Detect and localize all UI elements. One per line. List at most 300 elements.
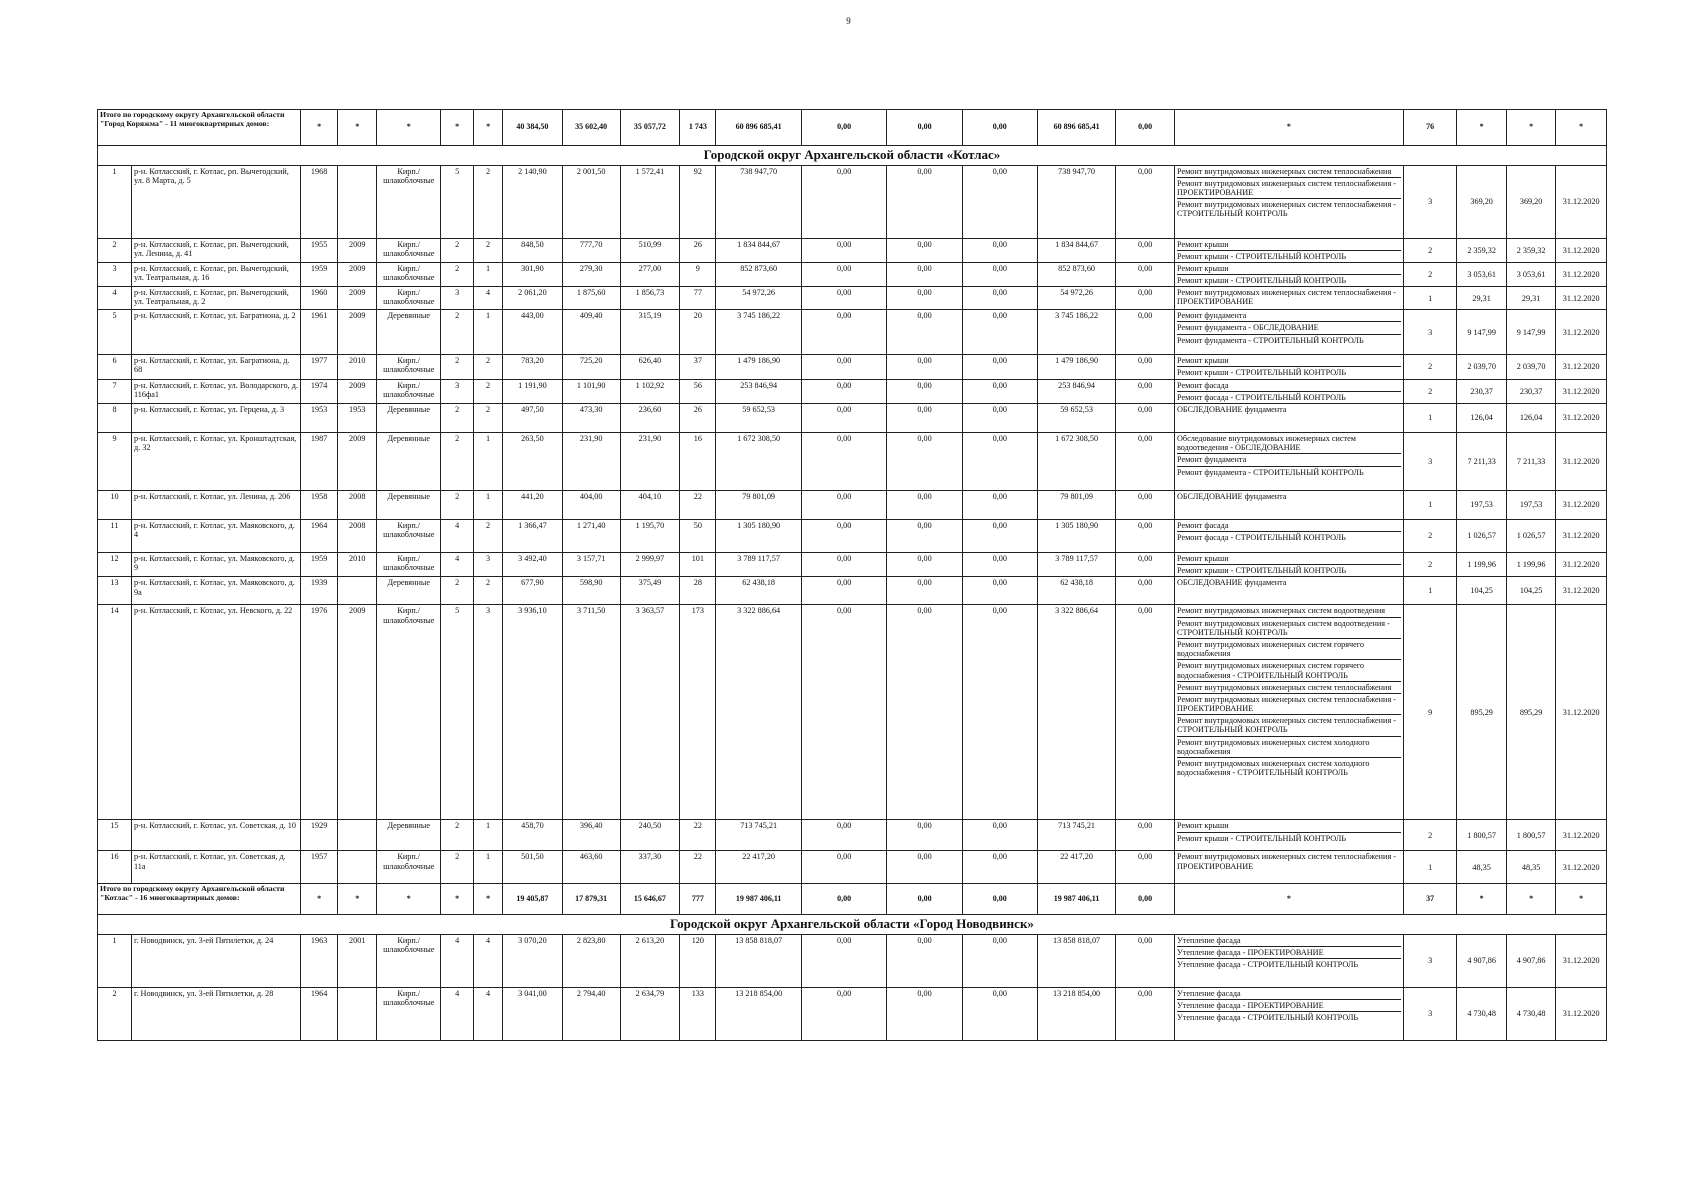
floors: 2 (441, 820, 474, 851)
entrances: 4 (474, 934, 503, 987)
total-value: 60 896 685,41 (716, 110, 802, 146)
floors: 2 (441, 310, 474, 355)
works-count: 2 (1403, 379, 1457, 403)
unit-cost: 4 907,86 (1457, 934, 1506, 987)
fund-owners: 1 479 186,90 (1037, 355, 1115, 379)
works-count: 3 (1403, 934, 1457, 987)
works-count: 3 (1403, 433, 1457, 491)
area-premises: 279,30 (562, 262, 620, 286)
total-value: 0,00 (801, 110, 887, 146)
fund-owners: 738 947,70 (1037, 165, 1115, 238)
fund-federal: 0,00 (801, 987, 887, 1040)
row-number: 11 (98, 520, 132, 553)
work-item: Обследование внутридомовых инженерных систем водоотведения - ОБСЛЕДОВАНИЕ (1177, 433, 1401, 454)
house-address: р-н. Котласский, г. Котлас, ул. Советская, д. 11а (132, 851, 301, 884)
total-value: 37 (1403, 884, 1457, 915)
works-count: 1 (1403, 404, 1457, 433)
work-types (1175, 820, 1404, 851)
repair-cost: 13 218 854,00 (716, 987, 802, 1040)
max-unit-cost: 230,37 (1506, 379, 1555, 403)
wall-material: Кирп./ шлакоблочные (377, 379, 441, 403)
area-premises: 1 271,40 (562, 520, 620, 553)
fund-owners: 3 789 117,57 (1037, 553, 1115, 577)
fund-other: 0,00 (1116, 553, 1175, 577)
floors: 2 (441, 355, 474, 379)
wall-material: Кирп./ шлакоблочные (377, 238, 441, 262)
house-address: р-н. Котласский, г. Котлас, рп. Вычегодский, ул. Ленина, д. 41 (132, 238, 301, 262)
fund-municipal: 0,00 (962, 310, 1037, 355)
work-types (1175, 379, 1404, 403)
floors: 4 (441, 553, 474, 577)
total-value: * (338, 884, 377, 915)
year-built: 1960 (301, 287, 338, 310)
work-item: Ремонт внутридомовых инженерных систем теплоснабжения - ПРОЕКТИРОВАНИЕ (1177, 288, 1396, 307)
year-reconstruction: 2009 (338, 605, 377, 820)
residents: 56 (680, 379, 716, 403)
total-value: 35 057,72 (620, 110, 680, 146)
fund-owners: 59 652,53 (1037, 404, 1115, 433)
residents: 20 (680, 310, 716, 355)
fund-federal: 0,00 (801, 310, 887, 355)
work-item: Утепление фасада - СТРОИТЕЛЬНЫЙ КОНТРОЛЬ (1177, 960, 1359, 970)
area-premises: 404,00 (562, 491, 620, 520)
year-reconstruction: 2008 (338, 491, 377, 520)
repair-cost: 253 846,94 (716, 379, 802, 403)
fund-regional: 0,00 (887, 404, 962, 433)
total-value: 19 405,87 (503, 884, 563, 915)
total-area: 497,50 (503, 404, 563, 433)
work-item: Ремонт внутридомовых инженерных систем теплоснабжения - ПРОЕКТИРОВАНИЕ (1177, 694, 1401, 715)
residents: 22 (680, 820, 716, 851)
total-area: 458,70 (503, 820, 563, 851)
fund-regional: 0,00 (887, 987, 962, 1040)
fund-federal: 0,00 (801, 520, 887, 553)
total-label: Итого по городскому округу Архангельской области "Котлас" - 16 многоквартирных домов: (98, 884, 301, 915)
max-unit-cost: 1 026,57 (1506, 520, 1555, 553)
row-number: 14 (98, 605, 132, 820)
repair-cost: 1 305 180,90 (716, 520, 802, 553)
unit-cost: 2 039,70 (1457, 355, 1506, 379)
fund-federal: 0,00 (801, 379, 887, 403)
completion-date: 31.12.2020 (1556, 287, 1607, 310)
house-address: р-н. Котласский, г. Котлас, ул. Маяковского, д. 9 (132, 553, 301, 577)
fund-regional: 0,00 (887, 553, 962, 577)
completion-date: 31.12.2020 (1556, 262, 1607, 286)
fund-federal: 0,00 (801, 287, 887, 310)
works-count: 1 (1403, 491, 1457, 520)
work-item: Ремонт внутридомовых инженерных систем теплоснабжения - СТРОИТЕЛЬНЫЙ КОНТРОЛЬ (1177, 200, 1396, 219)
max-unit-cost: 3 053,61 (1506, 262, 1555, 286)
wall-material: Кирп./ шлакоблочные (377, 262, 441, 286)
unit-cost: 197,53 (1457, 491, 1506, 520)
total-value: 1 743 (680, 110, 716, 146)
total-area: 3 070,20 (503, 934, 563, 987)
work-item: Ремонт крыши - СТРОИТЕЛЬНЫЙ КОНТРОЛЬ (1177, 368, 1347, 378)
total-area: 1 191,90 (503, 379, 563, 403)
area-residential: 404,10 (620, 491, 680, 520)
work-item: Ремонт крыши - СТРОИТЕЛЬНЫЙ КОНТРОЛЬ (1177, 276, 1347, 286)
work-item: Ремонт фасада (1177, 380, 1401, 392)
area-premises: 2 794,40 (562, 987, 620, 1040)
entrances: 1 (474, 310, 503, 355)
house-address: р-н. Котласский, г. Котлас, ул. Ленина, д. 206 (132, 491, 301, 520)
total-value: * (441, 884, 474, 915)
year-reconstruction: 2010 (338, 355, 377, 379)
fund-municipal: 0,00 (962, 262, 1037, 286)
year-reconstruction (338, 165, 377, 238)
fund-other: 0,00 (1116, 820, 1175, 851)
year-reconstruction (338, 987, 377, 1040)
row-number: 6 (98, 355, 132, 379)
work-item: Ремонт крыши - СТРОИТЕЛЬНЫЙ КОНТРОЛЬ (1177, 251, 1347, 261)
unit-cost: 1 199,96 (1457, 553, 1506, 577)
floors: 3 (441, 287, 474, 310)
work-types (1175, 851, 1404, 884)
residents: 9 (680, 262, 716, 286)
work-types (1175, 165, 1404, 238)
total-value: * (377, 884, 441, 915)
unit-cost: 48,35 (1457, 851, 1506, 884)
capital-repair-table (97, 109, 1607, 1041)
works-count: 2 (1403, 262, 1457, 286)
entrances: 3 (474, 553, 503, 577)
total-value: 40 384,50 (503, 110, 563, 146)
total-value: * (1556, 110, 1607, 146)
works-count: 9 (1403, 605, 1457, 820)
max-unit-cost: 2 039,70 (1506, 355, 1555, 379)
total-value: 0,00 (887, 884, 962, 915)
total-area: 2 140,90 (503, 165, 563, 238)
work-item: Утепление фасада - СТРОИТЕЛЬНЫЙ КОНТРОЛЬ (1177, 1013, 1359, 1023)
year-built: 1987 (301, 433, 338, 491)
year-built: 1929 (301, 820, 338, 851)
work-item: Ремонт внутридомовых инженерных систем теплоснабжения - ПРОЕКТИРОВАНИЕ (1177, 178, 1401, 199)
row-number: 7 (98, 379, 132, 403)
repair-cost: 738 947,70 (716, 165, 802, 238)
total-value: 76 (1403, 110, 1457, 146)
fund-regional: 0,00 (887, 165, 962, 238)
total-area: 301,90 (503, 262, 563, 286)
area-premises: 473,30 (562, 404, 620, 433)
row-number: 5 (98, 310, 132, 355)
repair-cost: 1 479 186,90 (716, 355, 802, 379)
row-number: 10 (98, 491, 132, 520)
fund-regional: 0,00 (887, 433, 962, 491)
total-area: 848,50 (503, 238, 563, 262)
wall-material: Деревянные (377, 820, 441, 851)
area-residential: 337,30 (620, 851, 680, 884)
fund-owners: 79 801,09 (1037, 491, 1115, 520)
row-number: 4 (98, 287, 132, 310)
table-row (98, 165, 1607, 238)
total-area: 783,20 (503, 355, 563, 379)
total-value: * (301, 884, 338, 915)
residents: 16 (680, 433, 716, 491)
section-title: Городской округ Архангельской области «Город Новодвинск» (98, 915, 1607, 935)
total-area: 3 936,10 (503, 605, 563, 820)
wall-material: Кирп./ шлакоблочные (377, 851, 441, 884)
floors: 4 (441, 987, 474, 1040)
year-built: 1963 (301, 934, 338, 987)
unit-cost: 3 053,61 (1457, 262, 1506, 286)
work-types (1175, 605, 1404, 820)
work-item: ОБСЛЕДОВАНИЕ фундамента (1177, 492, 1287, 502)
house-address: р-н. Котласский, г. Котлас, ул. Невского, д. 22 (132, 605, 301, 820)
fund-other: 0,00 (1116, 355, 1175, 379)
works-count: 1 (1403, 851, 1457, 884)
fund-federal: 0,00 (801, 491, 887, 520)
fund-federal: 0,00 (801, 553, 887, 577)
total-value: 0,00 (801, 884, 887, 915)
residents: 37 (680, 355, 716, 379)
table-row (98, 934, 1607, 987)
row-number: 1 (98, 934, 132, 987)
fund-federal: 0,00 (801, 262, 887, 286)
fund-other: 0,00 (1116, 310, 1175, 355)
work-item: Ремонт фасада - СТРОИТЕЛЬНЫЙ КОНТРОЛЬ (1177, 392, 1346, 402)
work-types (1175, 238, 1404, 262)
completion-date: 31.12.2020 (1556, 310, 1607, 355)
max-unit-cost: 1 199,96 (1506, 553, 1555, 577)
fund-federal: 0,00 (801, 355, 887, 379)
total-value: 19 987 406,11 (716, 884, 802, 915)
work-types (1175, 433, 1404, 491)
entrances: 2 (474, 379, 503, 403)
row-number: 1 (98, 165, 132, 238)
completion-date: 31.12.2020 (1556, 433, 1607, 491)
completion-date: 31.12.2020 (1556, 577, 1607, 605)
fund-regional: 0,00 (887, 605, 962, 820)
work-item: Ремонт внутридомовых инженерных систем теплоснабжения - ПРОЕКТИРОВАНИЕ (1177, 852, 1396, 871)
fund-federal: 0,00 (801, 165, 887, 238)
entrances: 1 (474, 262, 503, 286)
max-unit-cost: 126,04 (1506, 404, 1555, 433)
house-address: р-н. Котласский, г. Котлас, рп. Вычегодский, ул. Театральная, д. 2 (132, 287, 301, 310)
floors: 5 (441, 605, 474, 820)
fund-federal: 0,00 (801, 577, 887, 605)
total-area: 263,50 (503, 433, 563, 491)
completion-date: 31.12.2020 (1556, 165, 1607, 238)
total-value: 60 896 685,41 (1037, 110, 1115, 146)
house-address: р-н. Котласский, г. Котлас, ул. Герцена, д. 3 (132, 404, 301, 433)
year-reconstruction: 2009 (338, 310, 377, 355)
work-item: Ремонт внутридомовых инженерных систем водоотведения - СТРОИТЕЛЬНЫЙ КОНТРОЛЬ (1177, 618, 1401, 639)
entrances: 1 (474, 433, 503, 491)
fund-regional: 0,00 (887, 355, 962, 379)
repair-cost: 1 834 844,67 (716, 238, 802, 262)
fund-other: 0,00 (1116, 404, 1175, 433)
works-count: 3 (1403, 165, 1457, 238)
total-value: * (1556, 884, 1607, 915)
max-unit-cost: 9 147,99 (1506, 310, 1555, 355)
total-value: * (1175, 110, 1404, 146)
year-built: 1939 (301, 577, 338, 605)
table-row (98, 605, 1607, 820)
year-reconstruction: 1953 (338, 404, 377, 433)
fund-municipal: 0,00 (962, 404, 1037, 433)
works-count: 2 (1403, 553, 1457, 577)
repair-cost: 22 417,20 (716, 851, 802, 884)
work-types (1175, 355, 1404, 379)
area-premises: 409,40 (562, 310, 620, 355)
max-unit-cost: 4 907,86 (1506, 934, 1555, 987)
fund-other: 0,00 (1116, 262, 1175, 286)
fund-other: 0,00 (1116, 433, 1175, 491)
entrances: 4 (474, 987, 503, 1040)
work-types (1175, 287, 1404, 310)
year-reconstruction: 2010 (338, 553, 377, 577)
year-built: 1964 (301, 520, 338, 553)
residents: 101 (680, 553, 716, 577)
fund-regional: 0,00 (887, 379, 962, 403)
repair-cost: 3 322 886,64 (716, 605, 802, 820)
fund-municipal: 0,00 (962, 605, 1037, 820)
section-row (98, 146, 1607, 166)
fund-other: 0,00 (1116, 238, 1175, 262)
table-row (98, 262, 1607, 286)
fund-owners: 54 972,26 (1037, 287, 1115, 310)
fund-other: 0,00 (1116, 934, 1175, 987)
year-built: 1976 (301, 605, 338, 820)
max-unit-cost: 895,29 (1506, 605, 1555, 820)
max-unit-cost: 7 211,33 (1506, 433, 1555, 491)
year-built: 1964 (301, 987, 338, 1040)
work-item: Ремонт внутридомовых инженерных систем теплоснабжения (1177, 682, 1401, 694)
total-row (98, 110, 1607, 146)
work-item: Ремонт фундамента (1177, 454, 1401, 466)
fund-federal: 0,00 (801, 851, 887, 884)
year-reconstruction (338, 820, 377, 851)
fund-municipal: 0,00 (962, 577, 1037, 605)
row-number: 15 (98, 820, 132, 851)
wall-material: Деревянные (377, 404, 441, 433)
fund-owners: 1 834 844,67 (1037, 238, 1115, 262)
wall-material: Деревянные (377, 433, 441, 491)
total-value: 0,00 (962, 110, 1037, 146)
area-residential: 315,19 (620, 310, 680, 355)
total-label: Итого по городскому округу Архангельской области "Город Коряжма" - 11 многоквартирных домов: (98, 110, 301, 146)
max-unit-cost: 1 800,57 (1506, 820, 1555, 851)
house-address: р-н. Котласский, г. Котлас, рп. Вычегодский, ул. 8 Марта, д. 5 (132, 165, 301, 238)
work-item: Ремонт крыши (1177, 239, 1401, 251)
repair-cost: 13 858 818,07 (716, 934, 802, 987)
total-area: 3 041,00 (503, 987, 563, 1040)
total-area: 501,50 (503, 851, 563, 884)
area-residential: 231,90 (620, 433, 680, 491)
table-row (98, 520, 1607, 553)
work-item: ОБСЛЕДОВАНИЕ фундамента (1177, 405, 1287, 415)
fund-regional: 0,00 (887, 577, 962, 605)
fund-regional: 0,00 (887, 491, 962, 520)
year-reconstruction: 2009 (338, 238, 377, 262)
house-address: р-н. Котласский, г. Котлас, ул. Маяковского, д. 4 (132, 520, 301, 553)
work-item: Ремонт внутридомовых инженерных систем теплоснабжения - СТРОИТЕЛЬНЫЙ КОНТРОЛЬ (1177, 715, 1401, 736)
entrances: 2 (474, 165, 503, 238)
works-count: 2 (1403, 238, 1457, 262)
total-area: 3 492,40 (503, 553, 563, 577)
total-value: * (338, 110, 377, 146)
repair-cost: 62 438,18 (716, 577, 802, 605)
fund-other: 0,00 (1116, 379, 1175, 403)
max-unit-cost: 2 359,32 (1506, 238, 1555, 262)
entrances: 1 (474, 820, 503, 851)
residents: 50 (680, 520, 716, 553)
total-row (98, 884, 1607, 915)
year-built: 1961 (301, 310, 338, 355)
total-value: 0,00 (1116, 110, 1175, 146)
row-number: 13 (98, 577, 132, 605)
area-residential: 1 856,73 (620, 287, 680, 310)
year-reconstruction: 2001 (338, 934, 377, 987)
area-premises: 3 157,71 (562, 553, 620, 577)
repair-cost: 852 873,60 (716, 262, 802, 286)
work-types (1175, 520, 1404, 553)
fund-other: 0,00 (1116, 520, 1175, 553)
unit-cost: 1 800,57 (1457, 820, 1506, 851)
table-row (98, 355, 1607, 379)
wall-material: Кирп./ шлакоблочные (377, 605, 441, 820)
floors: 4 (441, 934, 474, 987)
year-built: 1959 (301, 553, 338, 577)
entrances: 1 (474, 491, 503, 520)
table-row (98, 553, 1607, 577)
floors: 2 (441, 433, 474, 491)
table-row (98, 987, 1607, 1040)
fund-owners: 713 745,21 (1037, 820, 1115, 851)
total-value: * (1457, 884, 1506, 915)
row-number: 8 (98, 404, 132, 433)
work-item: Ремонт внутридомовых инженерных систем теплоснабжения (1177, 166, 1401, 178)
fund-owners: 3 745 186,22 (1037, 310, 1115, 355)
entrances: 2 (474, 404, 503, 433)
floors: 3 (441, 379, 474, 403)
work-item: Ремонт внутридомовых инженерных систем горячего водоснабжения (1177, 639, 1401, 660)
completion-date: 31.12.2020 (1556, 491, 1607, 520)
total-value: 19 987 406,11 (1037, 884, 1115, 915)
fund-other: 0,00 (1116, 165, 1175, 238)
total-value: 17 879,31 (562, 884, 620, 915)
area-premises: 1 875,60 (562, 287, 620, 310)
work-item: Ремонт фундамента - ОБСЛЕДОВАНИЕ (1177, 322, 1401, 334)
total-value: 0,00 (887, 110, 962, 146)
repair-cost: 79 801,09 (716, 491, 802, 520)
house-address: р-н. Котласский, г. Котлас, ул. Володарского, д. 116фа1 (132, 379, 301, 403)
fund-owners: 13 858 818,07 (1037, 934, 1115, 987)
work-item: Ремонт крыши (1177, 263, 1401, 275)
house-address: р-н. Котласский, г. Котлас, ул. Маяковского, д. 9а (132, 577, 301, 605)
house-address: р-н. Котласский, г. Котлас, ул. Советская, д. 10 (132, 820, 301, 851)
total-area: 677,90 (503, 577, 563, 605)
year-built: 1959 (301, 262, 338, 286)
year-built: 1955 (301, 238, 338, 262)
area-premises: 598,90 (562, 577, 620, 605)
fund-federal: 0,00 (801, 820, 887, 851)
area-premises: 396,40 (562, 820, 620, 851)
row-number: 12 (98, 553, 132, 577)
area-premises: 3 711,50 (562, 605, 620, 820)
area-premises: 2 001,50 (562, 165, 620, 238)
year-reconstruction (338, 577, 377, 605)
total-value: * (474, 884, 503, 915)
work-item: Ремонт фасада - СТРОИТЕЛЬНЫЙ КОНТРОЛЬ (1177, 533, 1346, 543)
area-residential: 1 195,70 (620, 520, 680, 553)
work-item: Утепление фасада (1177, 988, 1401, 1000)
unit-cost: 126,04 (1457, 404, 1506, 433)
table-row (98, 433, 1607, 491)
floors: 2 (441, 238, 474, 262)
work-item: Утепление фасада (1177, 935, 1401, 947)
fund-municipal: 0,00 (962, 934, 1037, 987)
